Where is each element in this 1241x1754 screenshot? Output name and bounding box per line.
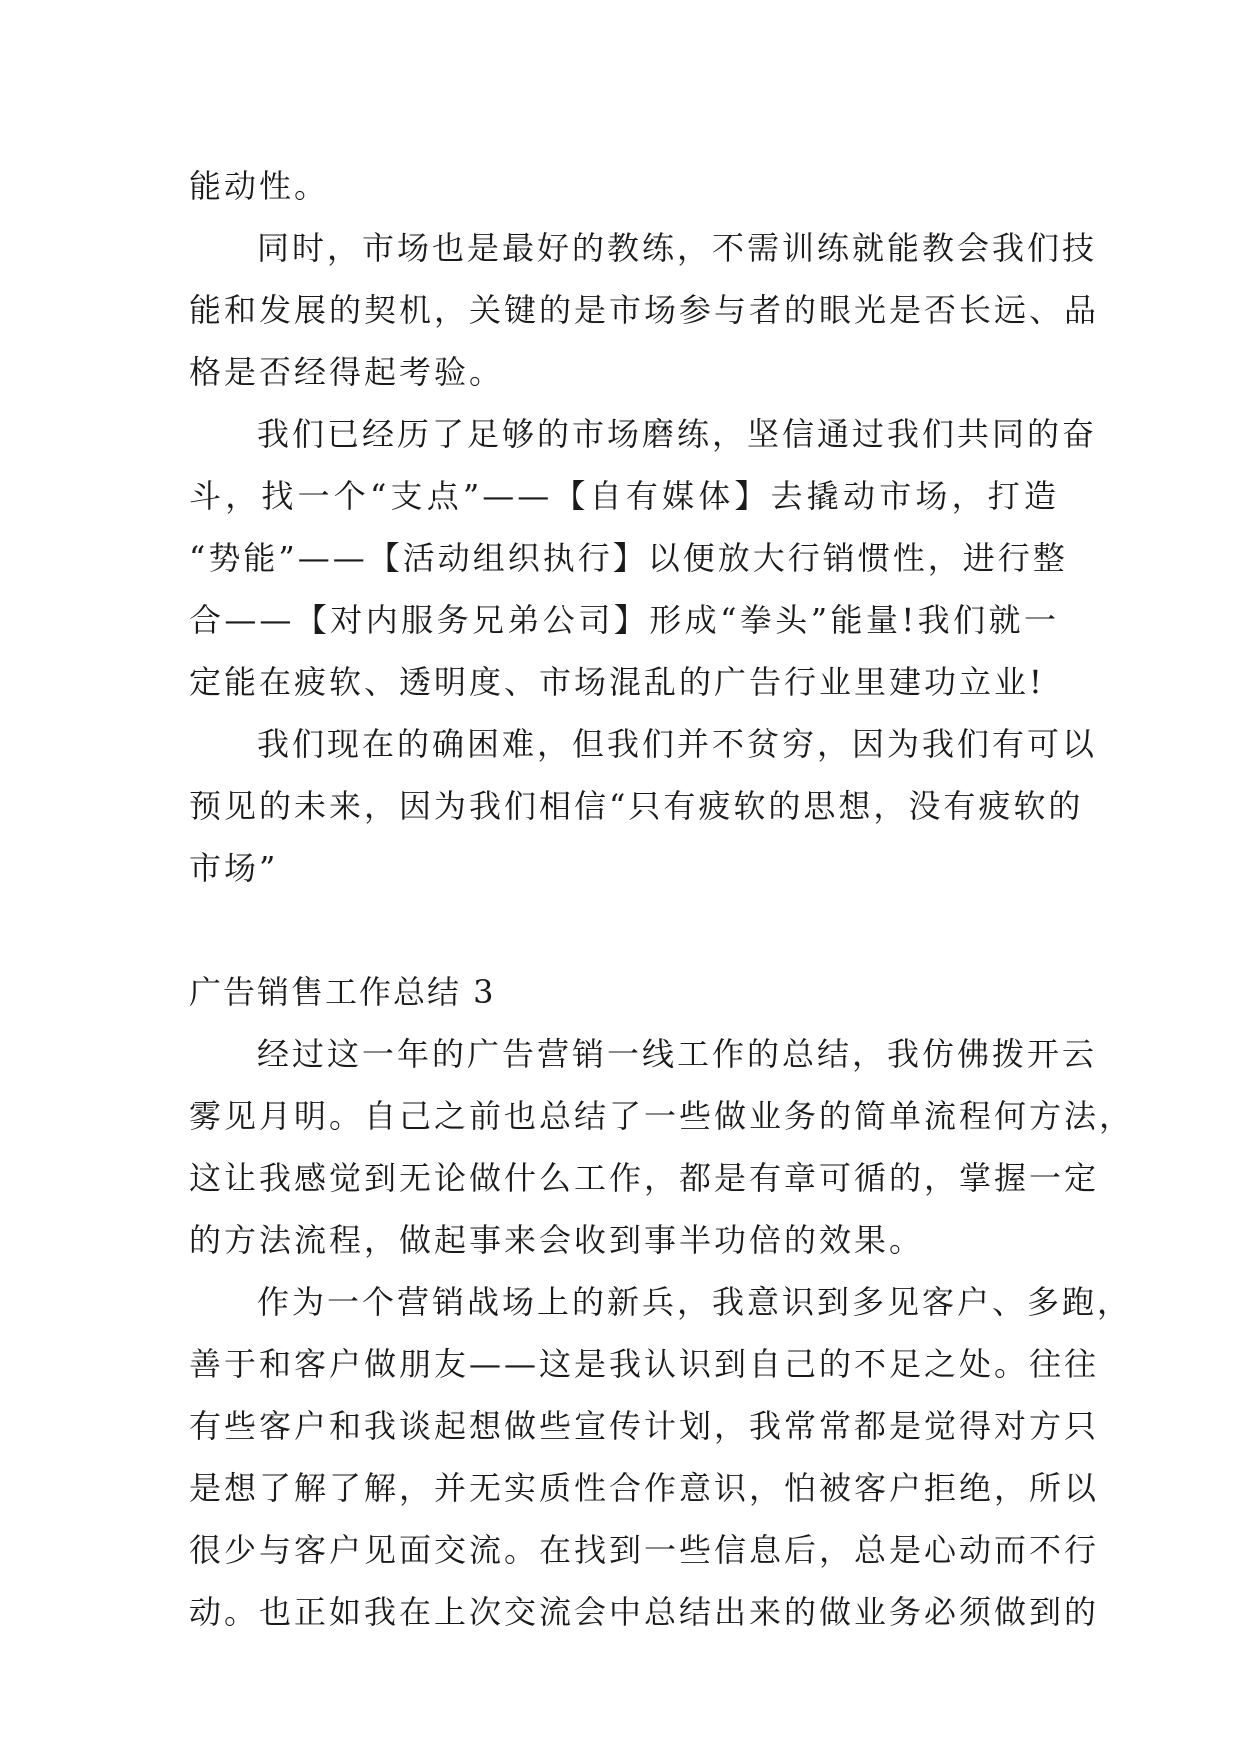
paragraph-line: 格是否经得起考验。 <box>189 353 505 391</box>
paragraph-line: 市场” <box>189 849 279 887</box>
paragraph-line: 同时，市场也是最好的教练，不需训练就能教会我们技 <box>257 229 1098 267</box>
paragraph-line: 作为一个营销战场上的新兵，我意识到多见客户、多跑， <box>257 1283 1133 1321</box>
paragraph-4 <box>189 713 1098 899</box>
paragraph-6 <box>189 1271 1133 1643</box>
paragraph-line: 定能在疲软、透明度、市场混乱的广告行业里建功立业! <box>189 663 1045 701</box>
paragraph-line: 斗，找一个“支点”——【自有媒体】去撬动市场，打造 <box>189 477 1059 515</box>
paragraph-line: 能动性。 <box>189 167 330 205</box>
paragraph-line: 雾见月明。自己之前也总结了一些做业务的简单流程何方法， <box>189 1097 1135 1135</box>
paragraph-line: 的方法流程，做起事来会收到事半功倍的效果。 <box>189 1221 925 1259</box>
paragraph-line: 预见的未来，因为我们相信“只有疲软的思想，没有疲软的 <box>189 787 1084 825</box>
section-spacer <box>189 899 1059 961</box>
section-heading: 广告销售工作总结 3 <box>189 973 496 1011</box>
paragraph-line: 我们已经历了足够的市场磨练，坚信通过我们共同的奋 <box>257 415 1098 453</box>
paragraph-line: 善于和客户做朋友——这是我认识到自己的不足之处。往往 <box>189 1345 1100 1383</box>
paragraph-2 <box>189 217 1100 403</box>
paragraph-line: 我们现在的确困难，但我们并不贫穷，因为我们有可以 <box>257 725 1098 763</box>
paragraph-line: 是想了解了解，并无实质性合作意识，怕被客户拒绝，所以 <box>189 1469 1100 1507</box>
paragraph-line: 这让我感觉到无论做什么工作，都是有章可循的，掌握一定 <box>189 1159 1100 1197</box>
paragraph-line: 动。也正如我在上次交流会中总结出来的做业务必须做到的 <box>189 1593 1100 1631</box>
paragraph-line: 有些客户和我谈起想做些宣传计划，我常常都是觉得对方只 <box>189 1407 1100 1445</box>
paragraph-1 <box>189 155 1059 217</box>
paragraph-3 <box>189 403 1098 713</box>
document-page <box>189 155 1135 1643</box>
paragraph-line: 很少与客户见面交流。在找到一些信息后，总是心动而不行 <box>189 1531 1100 1569</box>
paragraph-5 <box>189 1023 1135 1271</box>
paragraph-line: 经过这一年的广告营销一线工作的总结，我仿佛拨开云 <box>257 1035 1098 1073</box>
paragraph-line: 合——【对内服务兄弟公司】形成“拳头”能量!我们就一 <box>189 601 1059 639</box>
paragraph-line: 能和发展的契机，关键的是市场参与者的眼光是否长远、品 <box>189 291 1100 329</box>
paragraph-line: “势能”——【活动组织执行】以便放大行销惯性，进行整 <box>189 539 1068 577</box>
